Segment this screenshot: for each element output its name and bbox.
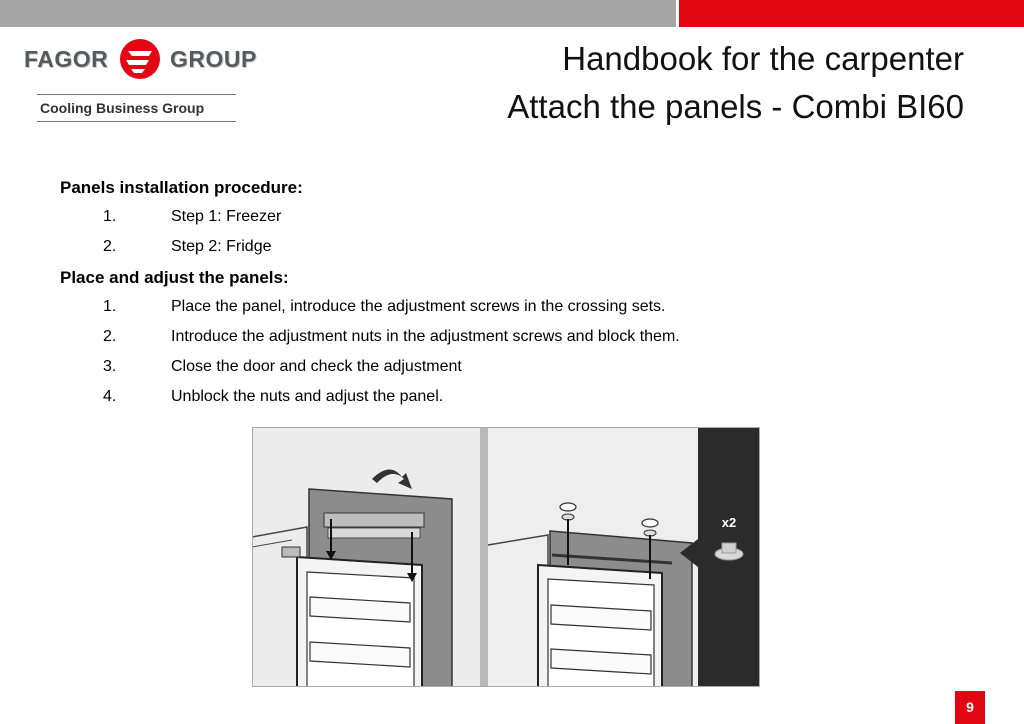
list-item bbox=[60, 322, 960, 352]
scene-divider bbox=[480, 427, 488, 687]
list-item bbox=[60, 352, 960, 382]
instructions bbox=[60, 174, 960, 412]
list-number: 1. bbox=[103, 208, 117, 225]
list-number: 1. bbox=[103, 298, 117, 315]
tagline-rule-top bbox=[37, 94, 236, 95]
list-item bbox=[60, 382, 960, 412]
list-text: Unblock the nuts and adjust the panel. bbox=[171, 388, 444, 405]
list-number: 4. bbox=[103, 388, 117, 405]
list-item bbox=[60, 232, 960, 262]
logo-word-right: GROUP bbox=[170, 46, 257, 72]
tagline-rule-bottom bbox=[37, 121, 236, 122]
list-item bbox=[60, 292, 960, 322]
top-bar-grey bbox=[0, 0, 676, 27]
list-text: Introduce the adjustment nuts in the adjustment screws and block them. bbox=[171, 328, 680, 345]
fagor-f-icon bbox=[119, 38, 161, 80]
section-heading: Panels installation procedure: bbox=[60, 178, 303, 197]
list-text: Step 2: Fridge bbox=[171, 238, 272, 255]
page-title-line2: Attach the panels - Combi BI60 bbox=[507, 88, 964, 125]
list-number: 2. bbox=[103, 238, 117, 255]
section-heading: Place and adjust the panels: bbox=[60, 268, 289, 287]
fagor-group-logo bbox=[24, 38, 264, 82]
page-number-badge: 9 bbox=[955, 691, 985, 724]
list-text: Place the panel, introduce the adjustment screws in the crossing sets. bbox=[171, 298, 666, 315]
list-text: Step 1: Freezer bbox=[171, 208, 282, 225]
nut-icon bbox=[560, 503, 576, 511]
quantity-label: x2 bbox=[721, 515, 737, 530]
nut-icon bbox=[642, 519, 658, 527]
installation-drawing bbox=[252, 427, 760, 687]
tagline: Cooling Business Group bbox=[40, 100, 205, 116]
list-number: 2. bbox=[103, 328, 117, 345]
page-title-line1: Handbook for the carpenter bbox=[562, 40, 964, 77]
top-bar-red bbox=[679, 0, 1024, 27]
list-item bbox=[60, 202, 960, 232]
installation-illustration bbox=[252, 427, 760, 687]
logo-word-left: FAGOR bbox=[24, 46, 109, 72]
list-text: Close the door and check the adjustment bbox=[171, 358, 462, 375]
list-number: 3. bbox=[103, 358, 117, 375]
